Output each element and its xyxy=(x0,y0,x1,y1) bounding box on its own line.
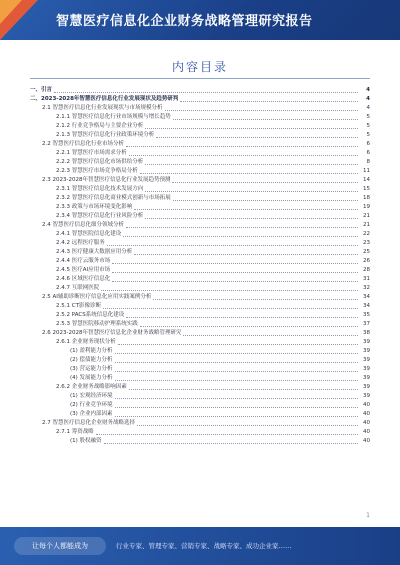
toc-entry[interactable] xyxy=(30,401,370,410)
report-header-banner xyxy=(0,0,400,40)
toc-entry-label: (3) 营运能力分析 xyxy=(70,366,113,372)
toc-leader-dots xyxy=(180,101,358,102)
toc-entry-page: 6 xyxy=(366,141,370,147)
toc-entry-page: 40 xyxy=(363,411,370,417)
toc-entry-page: 4 xyxy=(366,87,370,93)
toc-entry[interactable] xyxy=(30,302,370,311)
toc-entry[interactable] xyxy=(30,320,370,329)
toc-entry-label: 2.1.1 智慧医疗信息化行业市场规模与增长趋势 xyxy=(56,114,171,120)
toc-entry[interactable] xyxy=(30,257,370,266)
toc-entry-label: 2.3.3 政策与市场环境变化影响 xyxy=(56,204,133,210)
toc-entry-label: 2.7 智慧医疗信息化企业财务战略选择 xyxy=(42,420,135,426)
toc-leader-dots xyxy=(112,281,358,282)
page-number: 1 xyxy=(366,512,370,519)
toc-entry-page: 26 xyxy=(363,258,370,264)
toc-leader-dots xyxy=(112,263,358,264)
toc-entry[interactable] xyxy=(30,410,370,419)
toc-leader-dots xyxy=(145,128,358,129)
toc-leader-dots xyxy=(137,425,358,426)
toc-entry-page: 31 xyxy=(363,276,370,282)
toc-entry[interactable] xyxy=(30,347,370,356)
toc-entry-page: 40 xyxy=(363,429,370,435)
toc-leader-dots xyxy=(126,317,358,318)
toc-leader-dots xyxy=(145,164,358,165)
toc-entry-label: 2.2 智慧医疗信息化行业市场分析 xyxy=(42,141,124,147)
toc-leader-dots xyxy=(126,227,358,228)
toc-entry-page: 39 xyxy=(363,357,370,363)
toc-entry-page: 39 xyxy=(363,375,370,381)
toc-entry-page: 18 xyxy=(363,195,370,201)
toc-entry-page: 15 xyxy=(363,186,370,192)
toc-entry-label: 2.5.1 CT影像诊断 xyxy=(56,303,101,309)
toc-entry[interactable] xyxy=(30,86,370,95)
toc-leader-dots xyxy=(145,218,358,219)
toc-leader-dots xyxy=(112,272,358,273)
toc-entry-page: 32 xyxy=(363,285,370,291)
toc-entry[interactable] xyxy=(30,239,370,248)
toc-entry-page: 28 xyxy=(363,267,370,273)
toc-divider xyxy=(30,78,370,79)
toc-leader-dots xyxy=(118,344,358,345)
toc-entry-page: 5 xyxy=(366,132,370,138)
toc-entry-label: (2) 偿债能力分析 xyxy=(70,357,113,363)
toc-entry-page: 39 xyxy=(363,348,370,354)
toc-entry-page: 40 xyxy=(363,438,370,444)
toc-leader-dots xyxy=(115,398,358,399)
toc-entry-label: 2.5.3 智慧医院移动护理系统实践 xyxy=(56,321,138,327)
toc-entry-label: 2.4.6 区域医疗信息化 xyxy=(56,276,111,282)
toc-entry[interactable] xyxy=(30,122,370,131)
toc-entry-page: 5 xyxy=(366,114,370,120)
toc-entry-label: 2.4.1 智慧医院信息化建设 xyxy=(56,231,122,237)
toc-leader-dots xyxy=(134,254,358,255)
toc-leader-dots xyxy=(153,299,358,300)
toc-entry[interactable] xyxy=(30,104,370,113)
toc-entry[interactable] xyxy=(30,221,370,230)
toc-entry-page: 5 xyxy=(366,123,370,129)
toc-leader-dots xyxy=(126,146,358,147)
toc-entry-label: 2.4.2 远程医疗服务 xyxy=(56,240,105,246)
toc-entry-label: 一、引言 xyxy=(30,87,53,93)
toc-entry[interactable] xyxy=(30,383,370,392)
toc-entry-label: 2.4.3 医疗健康大数据应用分析 xyxy=(56,249,133,255)
footer-slogan-badge: 让每个人都能成为 xyxy=(14,537,106,555)
toc-entry[interactable] xyxy=(30,275,370,284)
toc-entry[interactable] xyxy=(30,203,370,212)
toc-entry-page: 37 xyxy=(363,321,370,327)
toc-entry-label: 二、2023-2028年智慧医疗信息化行业发展现状及趋势研判 xyxy=(30,96,179,102)
table-of-contents xyxy=(30,86,370,446)
toc-leader-dots xyxy=(115,380,358,381)
toc-entry-page: 35 xyxy=(363,312,370,318)
toc-entry[interactable] xyxy=(30,374,370,383)
toc-leader-dots xyxy=(183,335,358,336)
toc-leader-dots xyxy=(173,119,358,120)
toc-entry-label: 2.3 2023-2028年智慧医疗信息化行业发展趋势预测 xyxy=(42,177,171,183)
toc-entry-label: 2.6.1 企业财务现状分析 xyxy=(56,339,116,345)
toc-entry[interactable] xyxy=(30,419,370,428)
toc-entry-label: 2.4 智慧医疗信息化细分领域分析 xyxy=(42,222,124,228)
toc-entry-page: 4 xyxy=(366,105,370,111)
footer-banner xyxy=(0,527,400,565)
toc-entry-page: 34 xyxy=(363,294,370,300)
toc-entry[interactable] xyxy=(30,95,370,104)
toc-entry-label: 2.1 智慧医疗信息化行业发展现状与市场规模分析 xyxy=(42,105,163,111)
toc-entry-page: 40 xyxy=(363,420,370,426)
toc-entry-label: 2.3.4 智慧医疗信息化行业风险分析 xyxy=(56,213,144,219)
toc-entry-label: 2.3.2 智慧医疗信息化商业模式创新与市场拓展 xyxy=(56,195,171,201)
toc-entry-page: 6 xyxy=(366,150,370,156)
toc-heading: 内容目录 xyxy=(171,60,228,74)
toc-entry[interactable] xyxy=(30,311,370,320)
toc-entry-page: 38 xyxy=(363,330,370,336)
toc-entry[interactable] xyxy=(30,113,370,122)
toc-leader-dots xyxy=(145,191,358,192)
toc-entry[interactable] xyxy=(30,437,370,446)
toc-leader-dots xyxy=(173,200,358,201)
toc-entry[interactable] xyxy=(30,158,370,167)
toc-entry[interactable] xyxy=(30,167,370,176)
toc-entry-page: 34 xyxy=(363,303,370,309)
toc-entry[interactable] xyxy=(30,185,370,194)
toc-leader-dots xyxy=(115,407,358,408)
toc-entry[interactable] xyxy=(30,230,370,239)
toc-entry-label: 2.4.7 互联网医院 xyxy=(56,285,100,291)
toc-leader-dots xyxy=(103,308,358,309)
toc-entry[interactable] xyxy=(30,266,370,275)
toc-leader-dots xyxy=(96,434,358,435)
toc-entry-label: (2) 行业竞争环境 xyxy=(70,402,113,408)
toc-entry[interactable] xyxy=(30,392,370,401)
toc-leader-dots xyxy=(115,353,358,354)
toc-entry[interactable] xyxy=(30,149,370,158)
toc-entry[interactable] xyxy=(30,212,370,221)
toc-leader-dots xyxy=(172,182,358,183)
toc-leader-dots xyxy=(107,245,358,246)
toc-leader-dots xyxy=(123,236,358,237)
toc-leader-dots xyxy=(104,443,358,444)
toc-entry-label: 2.5.2 PACS系统信息化建设 xyxy=(56,312,125,318)
toc-entry-label: 2.4.4 医疗云服务市场 xyxy=(56,258,111,264)
toc-entry-label: (1) 股权融资 xyxy=(70,438,102,444)
toc-entry-label: 2.3.1 智慧医疗信息化技术发展方向 xyxy=(56,186,144,192)
toc-entry[interactable] xyxy=(30,131,370,140)
toc-leader-dots xyxy=(156,137,358,138)
toc-leader-dots xyxy=(115,362,358,363)
toc-leader-dots xyxy=(115,416,358,417)
toc-leader-dots xyxy=(134,209,358,210)
toc-leader-dots xyxy=(115,371,358,372)
toc-entry-page: 4 xyxy=(366,96,370,102)
toc-entry-page: 21 xyxy=(363,213,370,219)
toc-leader-dots xyxy=(140,326,358,327)
toc-entry[interactable] xyxy=(30,248,370,257)
toc-entry-page: 19 xyxy=(363,204,370,210)
toc-entry-label: 2.7.1 筹资战略 xyxy=(56,429,94,435)
toc-entry-page: 39 xyxy=(363,384,370,390)
toc-leader-dots xyxy=(129,155,358,156)
toc-entry[interactable] xyxy=(30,365,370,374)
toc-leader-dots xyxy=(54,92,358,93)
toc-entry-label: 2.6.2 企业财务战略影响因素 xyxy=(56,384,127,390)
toc-entry-page: 21 xyxy=(363,222,370,228)
toc-entry-label: (4) 发展能力分析 xyxy=(70,375,113,381)
toc-entry-page: 22 xyxy=(363,231,370,237)
toc-entry-label: 2.5 AI辅助诊断医疗信息化应用实践案例分析 xyxy=(42,294,152,300)
toc-leader-dots xyxy=(129,389,358,390)
toc-entry-label: 2.4.5 医疗AI应用市场 xyxy=(56,267,111,273)
toc-entry[interactable] xyxy=(30,140,370,149)
toc-entry-label: (1) 宏观经济环境 xyxy=(70,393,113,399)
toc-leader-dots xyxy=(140,173,358,174)
toc-entry-label: 2.1.2 行业竞争格局与主要企业分析 xyxy=(56,123,144,129)
toc-entry-label: 2.2.2 智慧医疗信息化市场供给分析 xyxy=(56,159,144,165)
toc-entry[interactable] xyxy=(30,356,370,365)
toc-entry-page: 39 xyxy=(363,366,370,372)
toc-entry-label: (1) 盈利能力分析 xyxy=(70,348,113,354)
header-yellow-corner xyxy=(0,0,22,24)
report-title: 智慧医疗信息化企业财务战略管理研究报告 xyxy=(56,14,313,29)
toc-entry[interactable] xyxy=(30,338,370,347)
toc-entry[interactable] xyxy=(30,194,370,203)
toc-entry-page: 25 xyxy=(363,249,370,255)
toc-entry[interactable] xyxy=(30,284,370,293)
toc-leader-dots xyxy=(101,290,358,291)
toc-entry-page: 14 xyxy=(363,177,370,183)
toc-entry-page: 39 xyxy=(363,339,370,345)
toc-entry-label: (3) 企业内部因素 xyxy=(70,411,113,417)
toc-entry-page: 8 xyxy=(366,159,370,165)
toc-entry[interactable] xyxy=(30,428,370,437)
toc-entry-label: 2.1.3 智慧医疗信息化行业政策环境分析 xyxy=(56,132,155,138)
toc-entry-page: 23 xyxy=(363,240,370,246)
toc-entry[interactable] xyxy=(30,176,370,185)
footer-slogan-text: 行业专家、管理专家、营销专家、战略专家、成功企业家…… xyxy=(116,542,292,550)
toc-entry-page: 11 xyxy=(363,168,370,174)
toc-entry-label: 2.2.3 智慧医疗市场竞争格局分析 xyxy=(56,168,138,174)
toc-entry-page: 40 xyxy=(363,402,370,408)
toc-entry-page: 39 xyxy=(363,393,370,399)
toc-entry-label: 2.6 2023-2028年智慧医疗信息化企业财务战略管理研究 xyxy=(42,330,182,336)
toc-leader-dots xyxy=(165,110,359,111)
toc-entry[interactable] xyxy=(30,293,370,302)
toc-entry[interactable] xyxy=(30,329,370,338)
toc-entry-label: 2.2.1 智慧医疗市场需求分析 xyxy=(56,150,127,156)
